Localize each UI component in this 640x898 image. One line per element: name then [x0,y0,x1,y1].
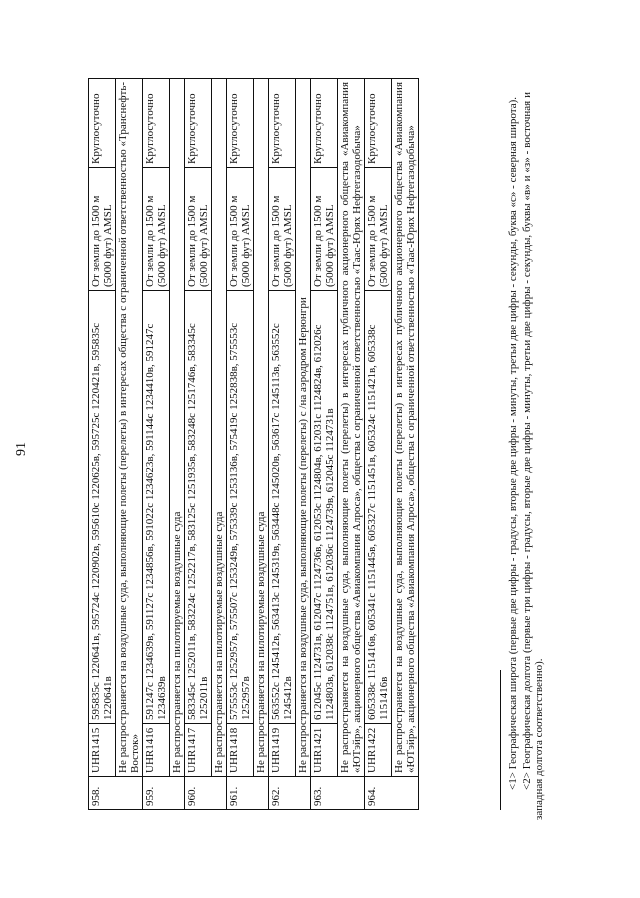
zone-operating-time: Круглосуточно [269,79,296,168]
zone-operating-time: Круглосуточно [185,79,212,168]
zone-operating-time: Круглосуточно [89,79,116,168]
table-row-note [338,79,365,810]
zone-exemption-note: Не распространяется на пилотируемые воздушные суда [254,79,269,777]
zone-altitude: От земли до 1500 м (5000 фут) AMSL [89,168,116,291]
zone-code: UHR1422 [365,724,392,777]
table-row-note [212,79,227,810]
zone-code: UHR1421 [311,724,338,777]
table-row-note [392,79,419,810]
zone-operating-time: Круглосуточно [143,79,170,168]
table-body [89,79,419,810]
zone-coordinates: 605338с 1151416в, 605341с 1151445в, 605327с 1151451в, 605324с 1151421в, 605338с 1151416в [365,291,392,724]
zone-code: UHR1417 [185,724,212,777]
zone-number: 958. [89,777,143,810]
footnote-separator [500,670,501,810]
zone-altitude: От земли до 1500 м (5000 фут) AMSL [269,168,296,291]
zone-exemption-note: Не распространяется на воздушные суда, выполняющие полеты (перелеты) с /на аэродром Нерюнгри [296,79,311,777]
zone-operating-time: Круглосуточно [311,79,338,168]
zone-altitude: От земли до 1500 м (5000 фут) AMSL [311,168,338,291]
zone-exemption-note: Не распространяется на воздушные суда, выполняющие полеты (перелеты) в интересах общества с ограниченной ответственностью «Транснефть-Восток» [116,79,143,777]
footnote-longitude: <2> Географическая долгота (первые три цифры - градусы, вторые две цифры - минуты, третьи две цифры - секунды, буквы «в» и «з» - восточная и западная долгота соответственно). [521,92,545,820]
zone-exemption-note: Не распространяется на пилотируемые воздушные суда [170,79,185,777]
table-row [311,79,338,810]
table-row [143,79,170,810]
zone-number: 963. [311,777,365,810]
footnote-latitude: <1> Географическая широта (первые две цифры - градусы, вторые две цифры - минуты, третьи две цифры - секунды, буква «с» - северная широта). [507,96,519,790]
table-row [227,79,254,810]
table-row [89,79,116,810]
zone-coordinates: 575553с 1252957в, 575507с 1253249в, 575339с 1253136в, 575419с 1252838в, 575553с 1252957в [227,291,254,724]
zone-number: 964. [365,777,419,810]
zone-code: UHR1415 [89,724,116,777]
zone-operating-time: Круглосуточно [227,79,254,168]
zone-coordinates: 612045с 1124731в, 612047с 1124736в, 612053с 1124804в, 612031с 1124824в, 612026с 1124803в, 612038с 1124751в, 612036с 1124739в, 612045с 1124731в [311,291,338,724]
table-row-note [170,79,185,810]
table-row-note [116,79,143,810]
zone-exemption-note: Не распространяется на пилотируемые воздушные суда [212,79,227,777]
zone-altitude: От земли до 1500 м (5000 фут) AMSL [365,168,392,291]
zone-operating-time: Круглосуточно [365,79,392,168]
zone-coordinates: 583345с 1252011в, 583224с 1252217в, 583125с 1251935в, 583248с 1251746в, 583345с 1252011в [185,291,212,724]
zone-coordinates: 595835с 1220641в, 595724с 1220902в, 595610с 1220625в, 595725с 1220421в, 595835с 1220641в [89,291,116,724]
zone-altitude: От земли до 1500 м (5000 фут) AMSL [227,168,254,291]
zone-code: UHR1419 [269,724,296,777]
restricted-zones-table [88,78,419,810]
zone-coordinates: 563552с 1245412в, 563413с 1245319в, 563448с 1245020в, 563617с 1245113в, 563552с 1245412в [269,291,296,724]
zone-altitude: От земли до 1500 м (5000 фут) AMSL [143,168,170,291]
footnotes [500,92,547,820]
page-number: 91 [14,442,29,456]
zone-exemption-note: Не распространяется на воздушные суда, выполняющие полеты (перелеты) в интересах публичного акционерного общества «Авиакомпания «ЮТэйр», акционерного общества «Авиакомпания Алроса», общества с ограниченной ответственностью «Таас-Юрях Нефтегазодобыча» [392,79,419,777]
zone-exemption-note: Не распространяется на воздушные суда, выполняющие полеты (перелеты) в интересах публичного акционерного общества «Авиакомпания «ЮТэйр», акционерного общества «Авиакомпания Алроса», общества с ограниченной ответственностью «Таас-Юрях Нефтегазодобыча» [338,79,365,777]
table-row [185,79,212,810]
zone-number: 961. [227,777,269,810]
table-row [365,79,392,810]
table-row-note [296,79,311,810]
zone-code: UHR1418 [227,724,254,777]
zone-number: 962. [269,777,311,810]
table-row-note [254,79,269,810]
zone-coordinates: 591247с 1234639в, 591127с 1234856в, 591022с 1234623в, 591144с 1234410в, 591247с 1234639в [143,291,170,724]
zone-number: 960. [185,777,227,810]
zone-altitude: От земли до 1500 м (5000 фут) AMSL [185,168,212,291]
table-row [269,79,296,810]
zone-number: 959. [143,777,185,810]
zone-code: UHR1416 [143,724,170,777]
